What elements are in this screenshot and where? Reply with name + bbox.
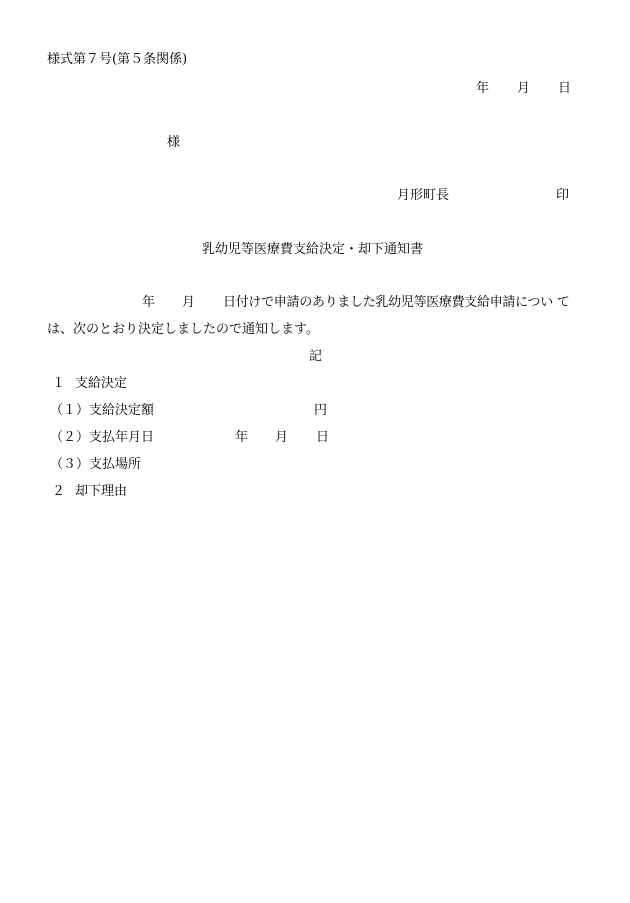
header-date-day: 日	[558, 81, 572, 96]
section-1-number: １	[52, 376, 66, 391]
item-2-day: 日	[316, 430, 330, 445]
body-year: 年	[142, 295, 156, 310]
item-1-unit: 円	[314, 403, 328, 418]
body-line2: は、次のとおり決定しましたので通知します。	[47, 322, 319, 337]
item-2-month: 月	[275, 430, 289, 445]
item-3-label: 支払場所	[89, 457, 142, 472]
record-heading: 記	[309, 349, 323, 364]
section-2-label: 却下理由	[75, 484, 128, 499]
section-2-number: ２	[52, 484, 66, 499]
section-1-label: 支給決定	[75, 376, 128, 391]
form-number: 様式第７号(第５条関係)	[47, 52, 188, 67]
document-title: 乳幼児等医療費支給決定・却下通知書	[202, 242, 424, 257]
item-2-number: （２）	[50, 430, 90, 445]
issuer-title: 月形町長	[397, 188, 450, 203]
item-2-year: 年	[235, 430, 249, 445]
item-3-number: （３）	[50, 457, 90, 472]
body-line1: 日付けで申請のありました乳幼児等医療費支給申請につい て	[223, 295, 570, 310]
issuer-seal: 印	[556, 188, 570, 203]
item-2-label: 支払年月日	[89, 430, 155, 445]
item-1-label: 支給決定額	[89, 403, 155, 418]
header-date-month: 月	[517, 81, 531, 96]
header-date-year: 年	[476, 81, 490, 96]
body-month: 月	[182, 295, 196, 310]
addressee-suffix: 様	[167, 135, 181, 150]
item-1-number: （１）	[50, 403, 90, 418]
